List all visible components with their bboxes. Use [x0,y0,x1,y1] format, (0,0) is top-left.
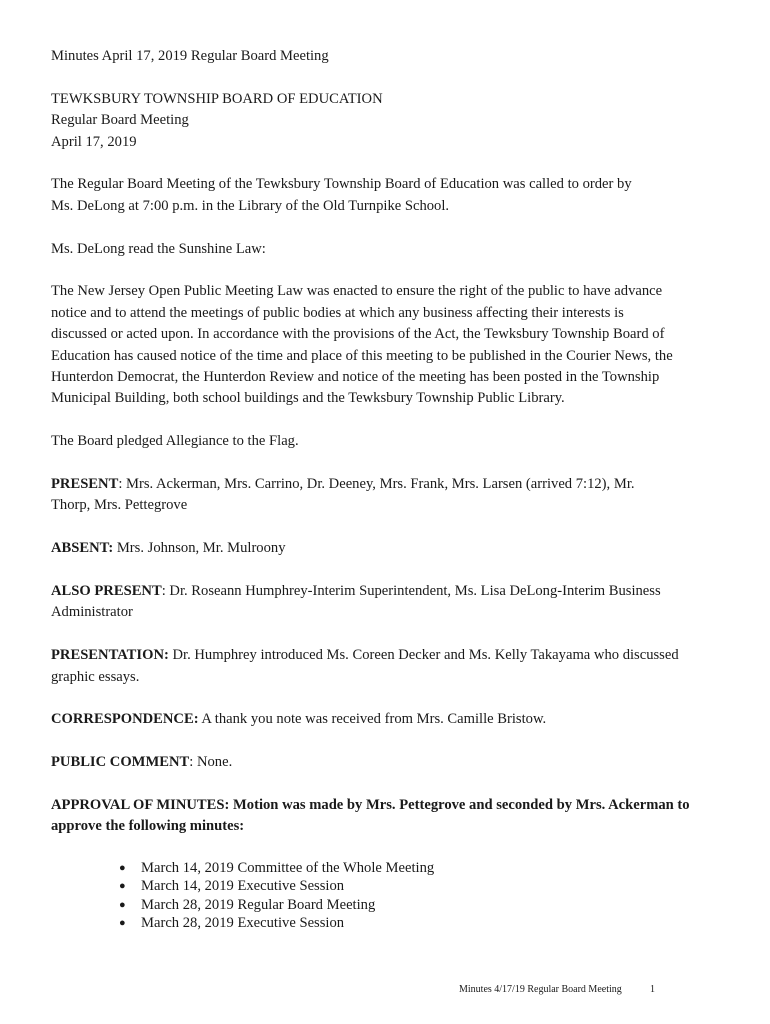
sunshine-line-3: discussed or acted upon. In accordance with the provisions of the Act, the Tewksbury Township Board of [51,326,665,343]
also-present-line-2: Administrator [51,604,133,621]
present-label: PRESENT [51,476,119,493]
list-item-text: March 14, 2019 Committee of the Whole Meeting [141,859,435,876]
present-section [51,474,731,517]
sunshine-line-1: The New Jersey Open Public Meeting Law was enacted to ensure the right of the public to have advance [51,283,663,300]
header-title: Minutes April 17, 2019 Regular Board Meeting [51,48,329,64]
also-present-section [51,581,731,624]
list-item [119,859,731,877]
correspondence-label: CORRESPONDENCE: [51,711,199,728]
call-to-order [51,174,731,217]
presentation-section [51,645,731,688]
also-present-text-1: : Dr. Roseann Humphrey-Interim Superintendent, Ms. Lisa DeLong-Interim Business [161,583,661,600]
presentation-line-1 [51,645,731,666]
absent-section [51,538,731,559]
present-text-1: : Mrs. Ackerman, Mrs. Carrino, Dr. Deeney, Mrs. Frank, Mrs. Larsen (arrived 7:12), Mr. [118,476,635,493]
meeting-type: Regular Board Meeting [51,112,189,129]
also-present-line-1 [51,581,731,602]
approval-section [51,795,731,838]
org-block [51,89,731,153]
presentation-label: PRESENTATION: [51,647,169,664]
approval-line-1: APPROVAL OF MINUTES: Motion was made by Mrs. Pettegrove and seconded by Mrs. Ackerman to [51,797,690,814]
bullet-icon: ● [119,861,126,874]
list-item-text: March 28, 2019 Regular Board Meeting [141,896,376,913]
presentation-line-2: graphic essays. [51,668,140,685]
correspondence-section [51,709,731,730]
presentation-text-1: Dr. Humphrey introduced Ms. Coreen Decker and Ms. Kelly Takayama who discussed [168,647,679,664]
list-item [119,914,731,932]
bullet-icon: ● [119,880,126,893]
sunshine-line-5: Hunterdon Democrat, the Hunterdon Review and notice of the meeting has been posted in the Township [51,369,660,386]
present-line-2: Thorp, Mrs. Pettegrove [51,497,188,514]
absent-text: Mrs. Johnson, Mr. Mulroony [113,540,286,557]
page-number: 1 [650,984,655,995]
sunshine-intro: Ms. DeLong read the Sunshine Law: [51,240,266,257]
list-item [119,877,731,895]
meeting-date: April 17, 2019 [51,133,137,150]
list-item-text: March 14, 2019 Executive Session [141,878,345,895]
list-item-text: March 28, 2019 Executive Session [141,915,345,932]
sunshine-line-2: notice and to attend the meetings of public bodies at which any business affecting their interests is [51,304,624,321]
sunshine-law [51,281,731,409]
call-to-order-line-2: Ms. DeLong at 7:00 p.m. in the Library of the Old Turnpike School. [51,197,450,214]
call-to-order-line-1: The Regular Board Meeting of the Tewksbury Township Board of Education was called to order by [51,176,632,193]
list-item [119,896,731,914]
public-comment-text: : None. [189,754,233,771]
sunshine-line-6: Municipal Building, both school buildings and the Tewksbury Township Public Library. [51,390,565,407]
public-comment-section [51,752,731,773]
minutes-list [51,859,731,933]
approval-line-2: approve the following minutes: [51,818,245,835]
sunshine-line-4: Education has caused notice of the time and place of this meeting to be published in the Courier News, the [51,347,673,364]
document-page [51,46,731,932]
public-comment-label: PUBLIC COMMENT [51,754,190,771]
bullet-icon: ● [119,917,126,930]
bullet-icon: ● [119,898,126,911]
also-present-label: ALSO PRESENT [51,583,162,600]
correspondence-text: A thank you note was received from Mrs. Camille Bristow. [198,711,547,728]
page-footer [459,984,659,995]
pledge: The Board pledged Allegiance to the Flag. [51,433,299,450]
present-line-1 [51,474,731,495]
absent-label: ABSENT: [51,540,114,557]
footer-text: Minutes 4/17/19 Regular Board Meeting [459,984,622,995]
org-name: TEWKSBURY TOWNSHIP BOARD OF EDUCATION [51,90,383,107]
